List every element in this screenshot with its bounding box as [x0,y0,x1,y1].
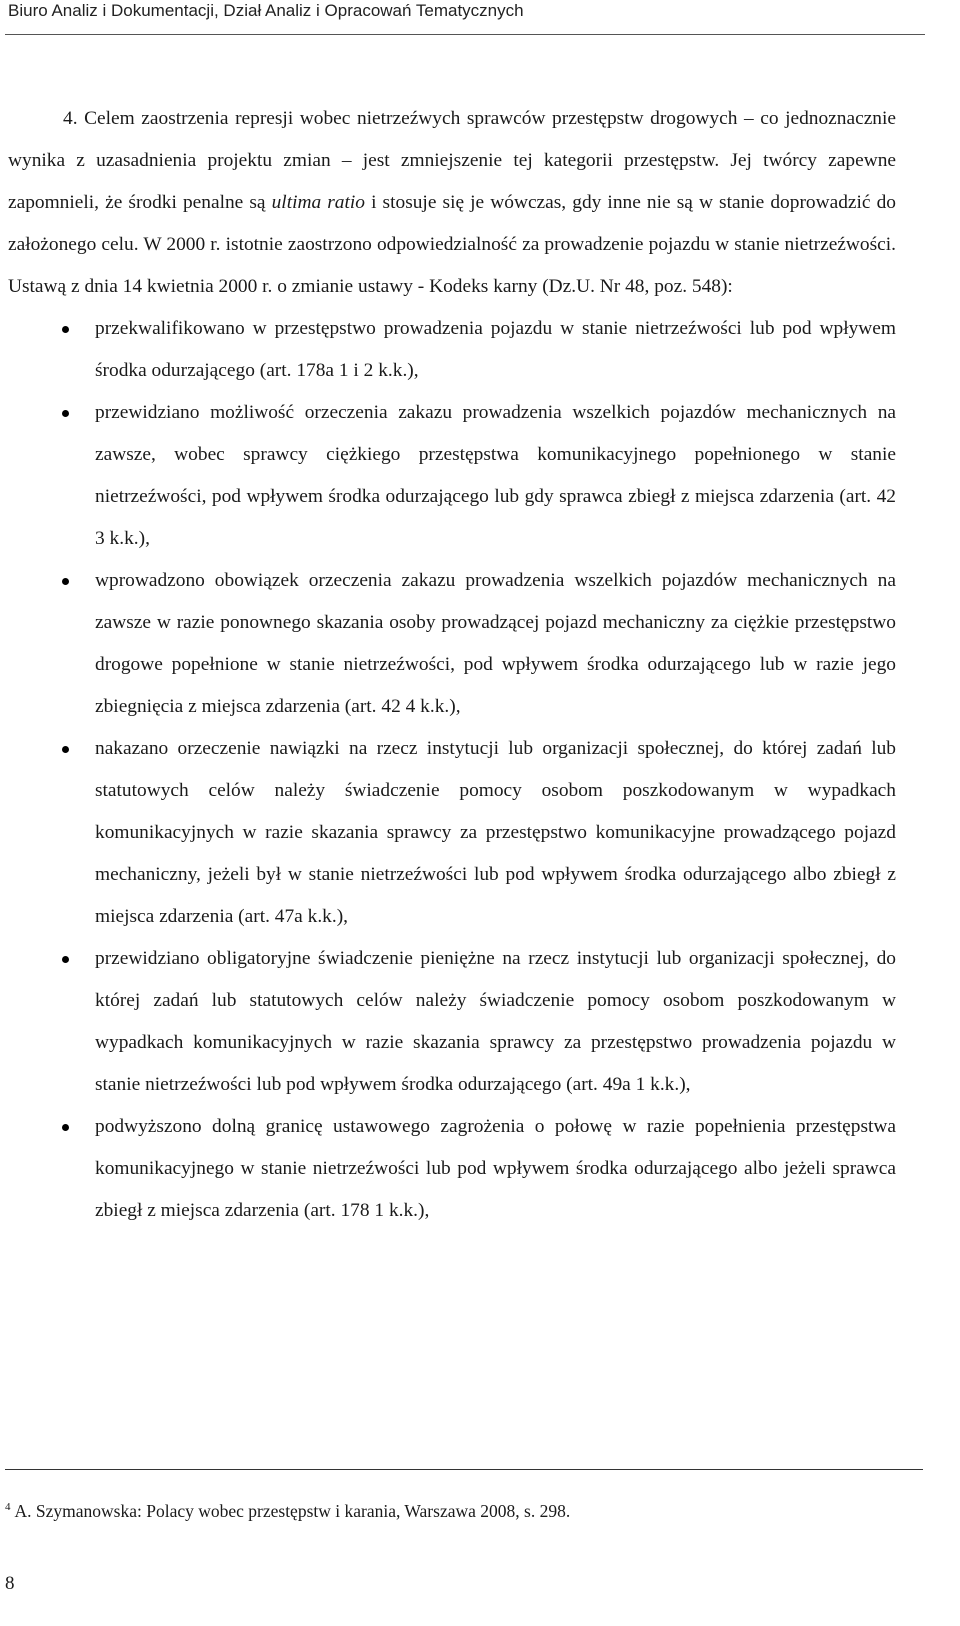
amendments-list [8,308,896,1232]
footnote-divider [5,1469,923,1470]
list-item: przekwalifikowano w przestępstwo prowadzenia pojazdu w stanie nietrzeźwości lub pod wpływem środka odurzającego (art. 178a 1 i 2 k.k.), [8,308,896,392]
list-item: wprowadzono obowiązek orzeczenia zakazu prowadzenia wszelkich pojazdów mechanicznych na zawsze w razie ponownego skazania osoby prowadzącej pojazd mechaniczny za ciężkie przestępstwo drogowe popełnione w stanie nietrzeźwości, pod wpływem środka odurzającego lub w razie jego zbiegnięcia z miejsca zdarzenia (art. 42 4 k.k.), [8,560,896,728]
footnote-text: A. Szymanowska: Polacy wobec przestępstw i karania, Warszawa 2008, s. 298. [14,1501,571,1521]
running-header: Biuro Analiz i Dokumentacji, Dział Analiz i Opracowań Tematycznych [8,1,524,20]
intro-italic-term: ultima ratio [271,192,365,213]
page-number: 8 [5,1573,15,1594]
header-divider [5,34,925,35]
bullet-icon [62,956,69,963]
bullet-icon [62,1124,69,1131]
list-item: nakazano orzeczenie nawiązki na rzecz instytucji lub organizacji społecznej, do której zadań lub statutowych celów należy świadczenie pomocy osobom poszkodowanym w wypadkach komunikacyjnych w razie skazania sprawcy za przestępstwo komunikacyjne prowadzącego pojazd mechaniczny, jeżeli był w stanie nietrzeźwości lub pod wpływem środka odurzającego albo zbiegł z miejsca zdarzenia (art. 47a k.k.), [8,728,896,938]
intro-text-part1: 4. Celem zaostrzenia represji wobec nietrzeźwych sprawców przestępstw drogowych – co jednoznacznie wynika z uzasadnienia projektu zmian – jest zmniejszenie tej kategorii przestępstw. Jej twórcy zapewne zapomnieli, że środki penalne są [8,108,896,213]
bullet-icon [62,410,69,417]
intro-paragraph [8,98,896,308]
footnote-marker: 4 [5,1501,11,1513]
document-body [8,98,896,1232]
list-item: przewidziano możliwość orzeczenia zakazu prowadzenia wszelkich pojazdów mechanicznych na zawsze, wobec sprawcy ciężkiego przestępstwa komunikacyjnego popełnionego w stanie nietrzeźwości, pod wpływem środka odurzającego lub gdy sprawca zbiegł z miejsca zdarzenia (art. 42 3 k.k.), [8,392,896,560]
bullet-icon [62,746,69,753]
bullet-icon [62,326,69,333]
footnote [5,1495,905,1523]
intro-text-part2: i stosuje się je wówczas, gdy inne nie są w stanie doprowadzić do założonego celu. W 2000 r. istotnie zaostrzono odpowiedzialność za prowadzenie pojazdu w stanie nietrzeźwości. Ustawą z dnia 14 kwietnia 2000 r. o zmianie ustawy - Kodeks karny (Dz.U. Nr 48, poz. 548): [8,192,896,297]
list-item: przewidziano obligatoryjne świadczenie pieniężne na rzecz instytucji lub organizacji społecznej, do której zadań lub statutowych celów należy świadczenie pomocy osobom poszkodowanym w wypadkach komunikacyjnych w razie skazania sprawcy za przestępstwo prowadzenia pojazdu w stanie nietrzeźwości lub pod wpływem środka odurzającego (art. 49a 1 k.k.), [8,938,896,1106]
bullet-icon [62,578,69,585]
list-item: podwyższono dolną granicę ustawowego zagrożenia o połowę w razie popełnienia przestępstwa komunikacyjnego w stanie nietrzeźwości lub pod wpływem środka odurzającego albo jeżeli sprawca zbiegł z miejsca zdarzenia (art. 178 1 k.k.), [8,1106,896,1232]
